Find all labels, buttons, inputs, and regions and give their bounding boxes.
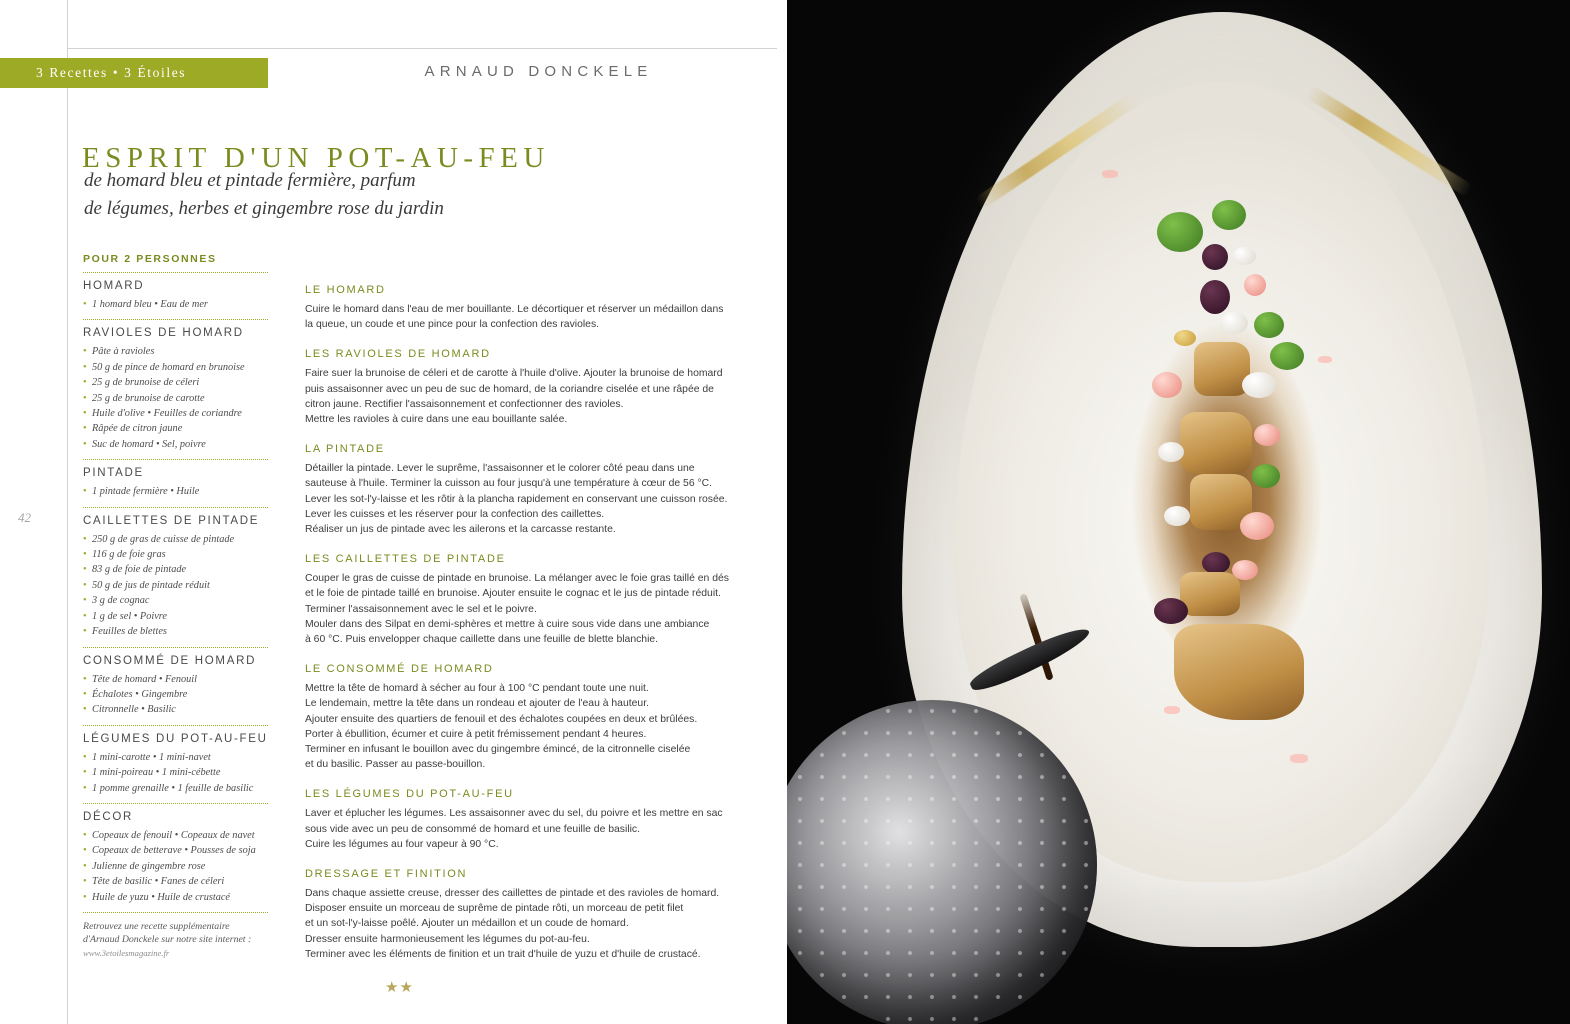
method-block	[305, 284, 724, 332]
garnish-beet	[1200, 280, 1230, 314]
method-line: Couper le gras de cuisse de pintade en brunoise. La mélanger avec le foie gras taillé en dés	[305, 573, 729, 585]
method-line: Mouler dans des Silpat en demi-sphères et mettre à cuire sous vide dans une ambiance	[305, 618, 710, 630]
list-item: • Râpée de citron jaune	[83, 421, 268, 436]
ingredient-list	[83, 750, 268, 796]
list-item: • 1 mini-poireau • 1 mini-cébette	[83, 765, 268, 780]
list-item: • 1 mini-carotte • 1 mini-navet	[83, 750, 268, 765]
list-item: • Feuilles de blettes	[83, 624, 268, 639]
method-body	[305, 461, 728, 537]
garnish-herb	[1254, 312, 1284, 338]
list-item: • 116 g de foie gras	[83, 547, 268, 562]
method-line: sous vide avec un peu de consommé de homard et une feuille de basilic.	[305, 823, 641, 835]
garnish-petal	[1174, 330, 1196, 346]
list-item: • 25 g de brunoise de céleri	[83, 375, 268, 390]
footnote-line-1: Retrouvez une recette supplémentaire	[83, 920, 230, 932]
method-line: Faire suer la brunoise de céleri et de carotte à l'huile d'olive. Ajouter la brunoise de homard	[305, 368, 723, 380]
list-item: • Tête de homard • Fenouil	[83, 672, 268, 687]
lobster-medallion	[1180, 412, 1252, 474]
horizontal-rule	[67, 48, 777, 49]
garnish-radish	[1152, 372, 1182, 398]
list-item: • 1 homard bleu • Eau de mer	[83, 297, 268, 312]
method-line: Lever les cuisses et les réserver pour la confection des caillettes.	[305, 508, 605, 520]
divider	[83, 725, 268, 726]
ingredient-group	[83, 507, 268, 640]
method-body	[305, 571, 729, 647]
vertical-rule	[67, 0, 68, 1024]
divider	[83, 647, 268, 648]
garnish-vegetable	[1232, 247, 1256, 265]
method-line: Le lendemain, mettre la tête dans un rondeau et ajouter de l'eau à hauteur.	[305, 698, 649, 710]
ingredient-list	[83, 297, 268, 312]
garnish-herb	[1270, 342, 1304, 370]
servings-label: POUR 2 PERSONNES	[83, 253, 217, 265]
footnote-url[interactable]: www.3etoilesmagazine.fr	[83, 947, 170, 958]
list-item: • Citronnelle • Basilic	[83, 702, 268, 717]
ingredient-group	[83, 725, 268, 796]
method-heading: LA PINTADE	[305, 443, 385, 456]
crumb	[1318, 356, 1332, 363]
list-item: • 1 pintade fermière • Huile	[83, 484, 268, 499]
divider	[83, 459, 268, 460]
ingredient-group	[83, 803, 268, 905]
method-line: sauteuse à l'huile. Terminer la cuisson au four jusqu'à une température à cœur de 56 °C.	[305, 478, 713, 490]
divider	[83, 507, 268, 508]
crumb	[1164, 706, 1180, 714]
garnish-radish	[1240, 512, 1274, 540]
divider	[83, 319, 268, 320]
method-body	[305, 886, 720, 962]
method-block	[305, 788, 723, 852]
method-line: Terminer en infusant le bouillon avec du gingembre émincé, de la citronnelle ciselée	[305, 744, 691, 756]
ingredient-group-heading: RAVIOLES DE HOMARD	[83, 327, 244, 340]
ingredient-list	[83, 484, 268, 499]
list-item: • Copeaux de betterave • Pousses de soja	[83, 843, 268, 858]
method-line: Réaliser un jus de pintade avec les ailerons et la carcasse restante.	[305, 524, 616, 536]
footnote	[83, 920, 268, 961]
list-item: • Julienne de gingembre rose	[83, 859, 268, 874]
list-item: • Pâte à ravioles	[83, 344, 268, 359]
method-line: et un sot-l'y-laisse poêlé. Ajouter un médaillon et un coude de homard.	[305, 918, 629, 930]
garnish-beet	[1202, 244, 1228, 270]
ingredient-group	[83, 459, 268, 499]
method-body	[305, 366, 723, 427]
method-body	[305, 681, 705, 772]
method-line: citron jaune. Rectifier l'assaisonnement et confectionner des ravioles.	[305, 398, 624, 410]
method-line: Terminer l'assaisonnement avec le sel et le poivre.	[305, 603, 537, 615]
method-line: Ajouter ensuite des quartiers de fenouil et des échalotes coupées en deux et brûlées.	[305, 713, 698, 725]
method-column	[305, 284, 729, 978]
recipe-subtitle-line-2: de légumes, herbes et gingembre rose du jardin	[84, 198, 444, 219]
method-line: Détailler la pintade. Lever le suprême, l'assaisonner et le colorer côté peau dans une	[305, 463, 695, 475]
list-item: • Copeaux de fenouil • Copeaux de navet	[83, 828, 268, 843]
garnish-beet	[1202, 552, 1230, 574]
method-line: Dresser ensuite harmonieusement les légumes du pot-au-feu.	[305, 933, 590, 945]
method-heading: LES RAVIOLES DE HOMARD	[305, 348, 491, 361]
list-item: • 25 g de brunoise de carotte	[83, 391, 268, 406]
list-item: • Tête de basilic • Fanes de céleri	[83, 874, 268, 889]
method-line: Mettre la tête de homard à sécher au four à 100 °C pendant toute une nuit.	[305, 683, 649, 695]
list-item: • 3 g de cognac	[83, 593, 268, 608]
method-line: Disposer ensuite un morceau de suprême de pintade rôti, un morceau de petit filet	[305, 903, 684, 915]
method-heading: LE HOMARD	[305, 284, 386, 296]
divider	[83, 803, 268, 804]
method-heading: LES CAILLETTES DE PINTADE	[305, 553, 506, 566]
ingredient-group	[83, 647, 268, 718]
ingredients-column	[83, 272, 268, 960]
list-item: • Huile d'olive • Feuilles de coriandre	[83, 406, 268, 421]
list-item: • 83 g de foie de pintade	[83, 562, 268, 577]
page-number: 42	[18, 510, 31, 525]
method-line: Mettre les ravioles à cuire dans une eau bouillante salée.	[305, 414, 568, 426]
garnish-herb	[1252, 464, 1280, 488]
method-line: Porter à ébullition, écumer et cuire à petit frémissement pendant 4 heures.	[305, 728, 647, 740]
ingredient-group	[83, 319, 268, 452]
ingredient-group-heading: HOMARD	[83, 280, 145, 292]
garnish-vegetable	[1158, 442, 1184, 462]
method-line: Cuire le homard dans l'eau de mer bouillante. Le décortiquer et réserver un médaillon dans	[305, 304, 724, 315]
method-line: la queue, un coude et une pince pour la confection des ravioles.	[305, 319, 600, 331]
list-item: • Huile de yuzu • Huile de crustacé	[83, 890, 268, 905]
list-item: • 1 g de sel • Poivre	[83, 609, 268, 624]
method-line: Terminer avec les éléments de finition et un trait d'huile de yuzu et d'huile de crustacé.	[305, 948, 701, 960]
method-block	[305, 868, 720, 962]
list-item: • 50 g de jus de pintade réduit	[83, 578, 268, 593]
lobster-claw	[1180, 572, 1240, 616]
method-line: et du basilic. Passer au passe-bouillon.	[305, 759, 486, 771]
list-item: • 50 g de pince de homard en brunoise	[83, 360, 268, 375]
divider	[83, 272, 268, 273]
crumb	[1102, 170, 1118, 178]
method-block	[305, 553, 729, 647]
ingredient-group-heading: CAILLETTES DE PINTADE	[83, 514, 260, 527]
ingredient-group-heading: CONSOMMÉ DE HOMARD	[83, 654, 257, 667]
list-item: • Échalotes • Gingembre	[83, 687, 268, 702]
method-body	[305, 806, 723, 852]
method-heading: DRESSAGE ET FINITION	[305, 868, 468, 881]
method-heading: LE CONSOMMÉ DE HOMARD	[305, 663, 494, 676]
garnish-herb	[1157, 212, 1203, 252]
method-body	[305, 302, 724, 332]
method-line: et le foie de pintade taillé en brunoise. Ajouter ensuite le cognac et le jus de pintade réduit.	[305, 588, 721, 600]
method-line: à 60 °C. Puis envelopper chaque caillette dans une feuille de blette blanchie.	[305, 634, 659, 646]
list-item: • 1 pomme grenaille • 1 feuille de basilic	[83, 781, 268, 796]
roasted-supreme	[1174, 624, 1304, 720]
method-block	[305, 663, 705, 772]
method-block	[305, 348, 723, 427]
garnish-beet	[1154, 598, 1188, 624]
chef-name: ARNAUD DONCKELE	[424, 63, 653, 80]
crumb	[1290, 754, 1308, 763]
garnish-radish	[1244, 274, 1266, 296]
garnish-vegetable	[1164, 506, 1190, 526]
dish-photograph	[787, 0, 1570, 1024]
recipe-subtitle	[84, 167, 504, 223]
ingredient-group-heading: PINTADE	[83, 467, 144, 480]
recipe-subtitle-line-1: de homard bleu et pintade fermière, parfum	[84, 170, 416, 191]
list-item: • 250 g de gras de cuisse de pintade	[83, 532, 268, 547]
ingredient-list	[83, 828, 268, 905]
garnish-herb	[1212, 200, 1246, 230]
garnish-vegetable	[1242, 372, 1276, 398]
recipe-title: ESPRIT D'UN POT-AU-FEU	[82, 142, 550, 175]
series-tab-label: 3 Recettes • 3 Étoiles	[36, 65, 187, 80]
ingredient-list	[83, 532, 268, 640]
ingredient-group-heading: DÉCOR	[83, 810, 134, 823]
ingredient-group-heading: LÉGUMES DU POT-AU-FEU	[83, 732, 268, 745]
garnish-radish	[1254, 424, 1280, 446]
footnote-line-2: d'Arnaud Donckele sur notre site internet :	[83, 934, 252, 946]
method-line: Lever les sot-l'y-laisse et les rôtir à la plancha rapidement en conservant une cuisson rosée.	[305, 493, 728, 505]
ingredient-list	[83, 672, 268, 718]
michelin-stars-icon: ★★	[385, 979, 414, 996]
ingredient-list	[83, 344, 268, 452]
series-tab	[0, 58, 268, 88]
list-item: • Suc de homard • Sel, poivre	[83, 437, 268, 452]
method-heading: LES LÉGUMES DU POT-AU-FEU	[305, 788, 514, 801]
ingredient-group	[83, 272, 268, 312]
method-line: Dans chaque assiette creuse, dresser des caillettes de pintade et des ravioles de homard.	[305, 888, 720, 900]
method-block	[305, 443, 728, 537]
garnish-vegetable	[1220, 312, 1248, 334]
method-line: puis assaisonner avec un peu de suc de homard, de la coriandre ciselée et une râpée de	[305, 383, 714, 395]
method-line: Laver et éplucher les légumes. Les assaisonner avec du sel, du poivre et les mettre en sac	[305, 808, 723, 820]
divider	[83, 912, 268, 913]
method-line: Cuire les légumes au four vapeur à 90 °C.	[305, 838, 499, 850]
